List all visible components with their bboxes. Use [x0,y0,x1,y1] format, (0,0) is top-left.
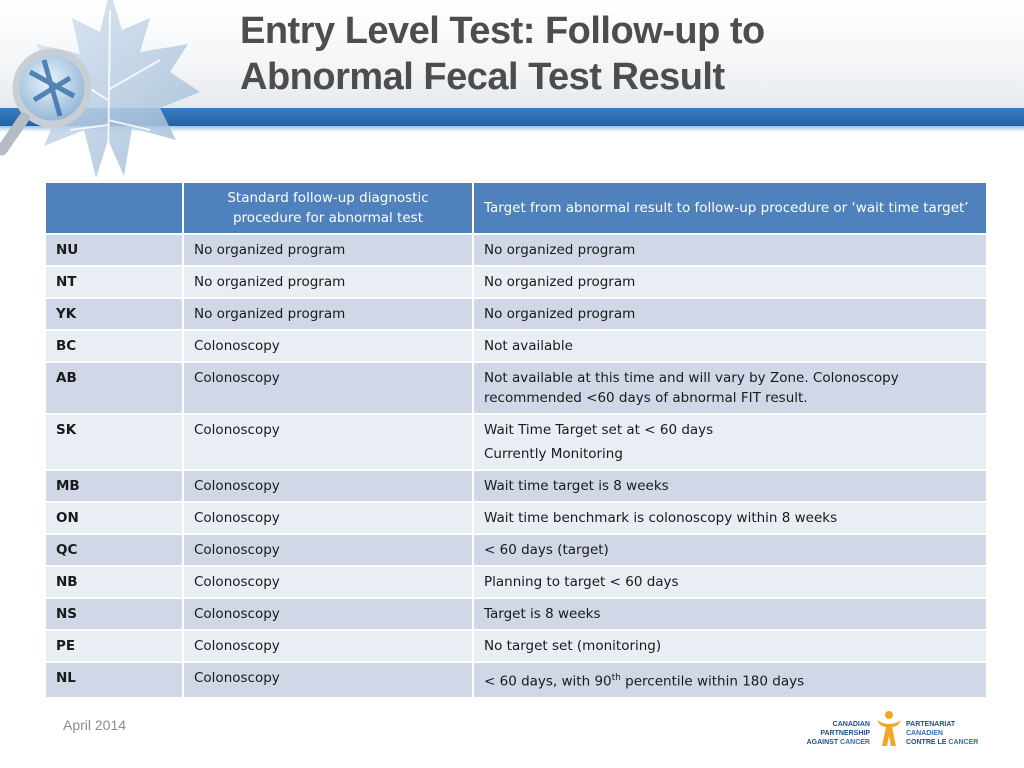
maple-leaf-magnifier-icon [0,0,235,185]
header-province [45,182,183,234]
logo-fr-line-2 [906,738,990,747]
procedure-cell: Colonoscopy [183,534,473,566]
procedure-cell: No organized program [183,298,473,330]
target-text-after: percentile within 180 days [620,673,805,690]
table-row [45,662,987,698]
procedure-cell: Colonoscopy [183,414,473,470]
header-target: Target from abnormal result to follow-up procedure or ‘wait time target’ [473,182,987,234]
target-cell: No organized program [473,298,987,330]
province-cell: MB [45,470,183,502]
province-cell: BC [45,330,183,362]
page-title-line-1: Entry Level Test: Follow-up to [240,10,765,52]
header-procedure: Standard follow-up diagnostic procedure for abnormal test [183,182,473,234]
procedure-cell: Colonoscopy [183,362,473,414]
province-cell: PE [45,630,183,662]
province-cell: NT [45,266,183,298]
target-cell: Not available at this time and will vary by Zone. Colonoscopy recommended <60 days of abnormal FIT result. [473,362,987,414]
logo-en-line-1: CANADIAN PARTNERSHIP [820,721,870,737]
table-row [45,266,987,298]
procedure-cell: Colonoscopy [183,598,473,630]
table-row [45,414,987,470]
logo-fr-line-2a: CONTRE LE [906,739,949,746]
logo-french-text [906,720,990,747]
target-cell: Wait time target is 8 weeks [473,470,987,502]
table-row [45,502,987,534]
table-row [45,566,987,598]
footer-date: April 2014 [63,717,127,733]
table-row [45,470,987,502]
table-row [45,298,987,330]
province-cell: QC [45,534,183,566]
page-title [240,8,1000,100]
target-cell: Not available [473,330,987,362]
procedure-cell: Colonoscopy [183,630,473,662]
logo-fr-line-1 [906,720,990,738]
procedure-cell: Colonoscopy [183,566,473,598]
logo-fr-line-1b: CANADIEN [906,730,943,737]
table-row [45,630,987,662]
logo-english-text [786,720,870,747]
province-cell: NU [45,234,183,266]
partnership-figure-logo-icon [874,710,904,748]
table-row [45,362,987,414]
table-header-row [45,182,987,234]
target-cell: Planning to target < 60 days [473,566,987,598]
province-cell: ON [45,502,183,534]
target-cell: No target set (monitoring) [473,630,987,662]
province-cell: NL [45,662,183,698]
procedure-cell: Colonoscopy [183,662,473,698]
table-row [45,330,987,362]
target-cell: No organized program [473,234,987,266]
table-row [45,534,987,566]
province-cell: NS [45,598,183,630]
procedure-cell: No organized program [183,234,473,266]
logo-fr-line-1a: PARTENARIAT [906,721,956,728]
follow-up-table [44,181,988,699]
partnership-logo [786,710,990,748]
target-text-before: < 60 days, with 90 [484,673,612,690]
target-line: Currently Monitoring [484,446,623,462]
table-row [45,598,987,630]
procedure-cell: Colonoscopy [183,502,473,534]
logo-en-line-2 [786,738,870,747]
logo-en-line-2a: AGAINST [806,739,841,746]
page-title-line-2: Abnormal Fecal Test Result [240,56,725,98]
province-cell: NB [45,566,183,598]
target-cell: < 60 days (target) [473,534,987,566]
logo-fr-line-2b: CANCER [948,739,979,746]
province-cell: YK [45,298,183,330]
target-cell: Target is 8 weeks [473,598,987,630]
target-cell [473,662,987,698]
table-row [45,234,987,266]
target-cell [473,414,987,470]
logo-en-line-2b: CANCER [840,739,870,746]
procedure-cell: Colonoscopy [183,330,473,362]
target-text-superscript: th [611,673,621,683]
target-cell: No organized program [473,266,987,298]
province-cell: SK [45,414,183,470]
target-cell: Wait time benchmark is colonoscopy within 8 weeks [473,502,987,534]
procedure-cell: No organized program [183,266,473,298]
target-line: Wait Time Target set at < 60 days [484,422,714,438]
province-cell: AB [45,362,183,414]
procedure-cell: Colonoscopy [183,470,473,502]
